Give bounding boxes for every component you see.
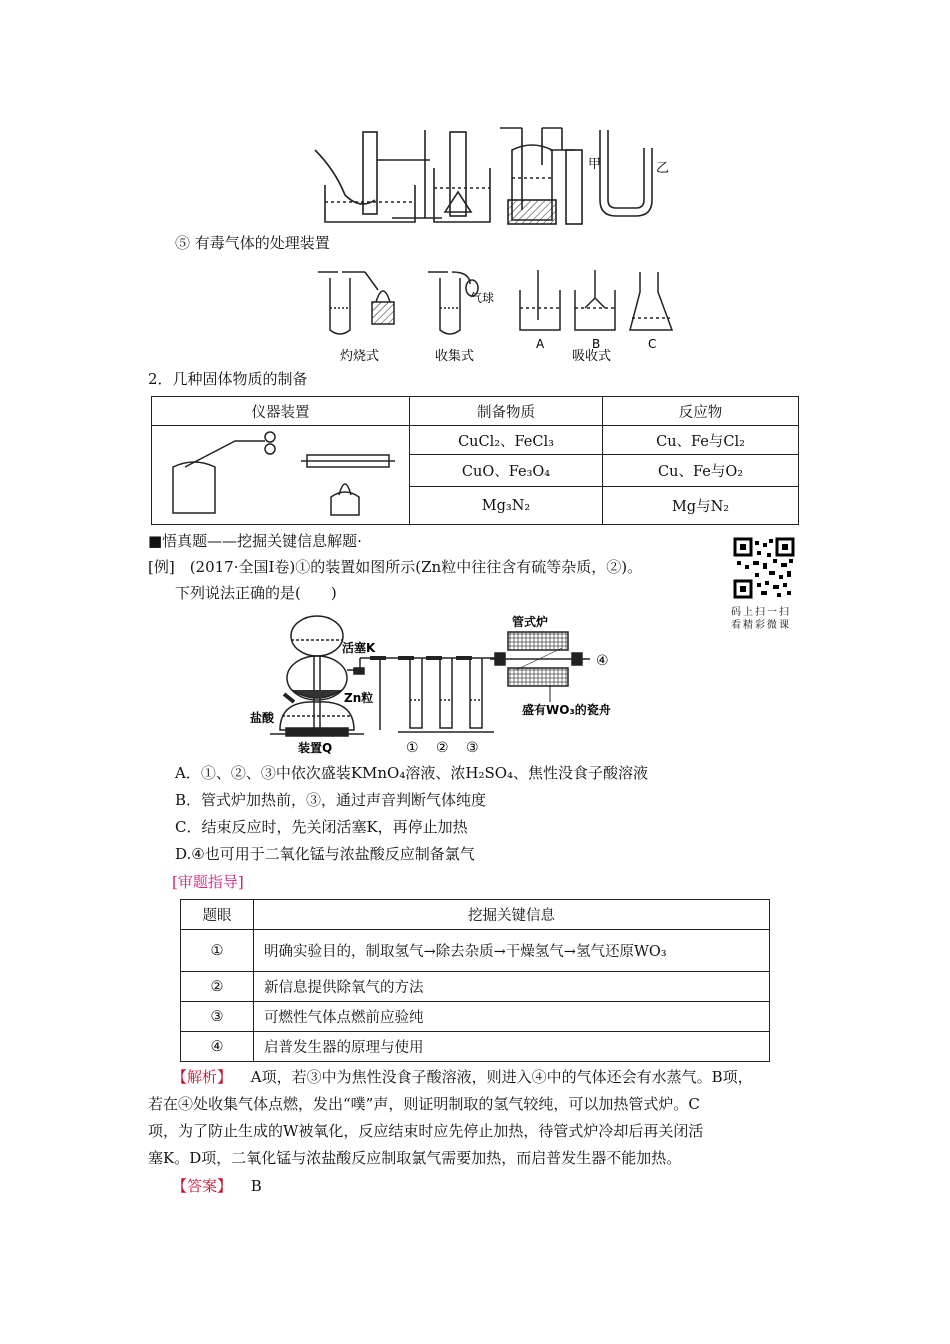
qr-caption-2: 看精彩微课: [731, 620, 791, 631]
guide-title: [审题指导]: [172, 873, 244, 891]
label-absorb: 吸收式: [572, 349, 612, 364]
top-apparatus-figure: [300, 120, 690, 228]
label-yi: 乙: [656, 161, 670, 176]
label-n2: ②: [436, 740, 449, 756]
label-jia: 甲: [588, 157, 602, 172]
label-zn: Zn粒: [344, 691, 374, 705]
section2-heading: 2．几种固体物质的制备: [148, 370, 308, 388]
solid-prep-table: [151, 396, 799, 525]
answer-value: B: [250, 1177, 262, 1195]
analysis-line-4: 塞K。D项，二氧化锰与浓盐酸反应制取氯气需要加热，而启普发生器不能加热。: [148, 1149, 682, 1167]
apparatus-cell: [152, 426, 410, 525]
label-acid: 盐酸: [250, 711, 275, 725]
label-burn: 灼烧式: [340, 349, 380, 364]
example-line1: [例] (2017·全国Ⅰ卷)①的装置如图所示(Zn粒中往往含有硫等杂质，②)。: [148, 558, 643, 576]
table-header: 题眼: [181, 900, 254, 930]
table-cell: Cu、Fe与Cl₂: [603, 426, 799, 455]
label-valve-k: 活塞K: [342, 641, 376, 655]
toxic-gas-figure: [310, 260, 680, 370]
table-cell: ③: [181, 1002, 254, 1032]
analysis-line-2: 若在④处收集气体点燃，发出“噗”声，则证明制取的氢气较纯，可以加热管式炉。C: [148, 1095, 700, 1113]
qr-caption-1: 码上扫一扫: [731, 607, 791, 618]
table-cell: 明确实验目的，制取氢气→除去杂质→干燥氢气→氢气还原WO₃: [254, 930, 770, 972]
table-header: 制备物质: [409, 397, 602, 426]
example-line2: 下列说法正确的是( ): [175, 584, 337, 602]
table-header: 反应物: [603, 397, 799, 426]
table-header: 挖掘关键信息: [254, 900, 770, 930]
label-n3: ③: [466, 740, 479, 756]
wu-heading: ■悟真题——挖掘关键信息解题·: [148, 532, 362, 550]
option-c: C．结束反应时，先关闭活塞K，再停止加热: [175, 818, 468, 836]
table-cell: ④: [181, 1032, 254, 1062]
label-c: C: [648, 337, 657, 351]
table-cell: ②: [181, 972, 254, 1002]
label-furnace: 管式炉: [512, 615, 549, 629]
table-cell: 可燃性气体点燃前应验纯: [254, 1002, 770, 1032]
table-cell: 启普发生器的原理与使用: [254, 1032, 770, 1062]
analysis-text-1: A项，若③中为焦性没食子酸溶液，则进入④中的气体还会有水蒸气。B项，: [250, 1068, 753, 1086]
analysis-line-3: 项，为了防止生成的W被氧化，反应结束时应先停止加热，待管式炉冷却后再关闭活: [148, 1122, 704, 1140]
label-boat: 盛有WO₃的瓷舟: [522, 703, 611, 717]
table-cell: Mg与N₂: [603, 487, 799, 525]
option-a: A．①、②、③中依次盛装KMnO₄溶液、浓H₂SO₄、焦性没食子酸溶液: [175, 764, 649, 782]
label-device-q: 装置Q: [298, 741, 333, 755]
label-b: B: [592, 337, 601, 351]
qr-code[interactable]: [733, 537, 795, 599]
guide-table: [180, 899, 770, 1062]
table-header: 仪器装置: [152, 397, 410, 426]
table-cell: CuCl₂、FeCl₃: [409, 426, 602, 455]
table-cell: Mg₃N₂: [409, 487, 602, 525]
analysis-line-1: [172, 1066, 753, 1087]
table-cell: 新信息提供除氧气的方法: [254, 972, 770, 1002]
option-b: B．管式炉加热前，③，通过声音判断气体纯度: [175, 791, 487, 809]
label-n1: ①: [406, 740, 419, 756]
label-a: A: [536, 337, 545, 351]
label-balloon: 气球: [470, 291, 495, 305]
toxic-gas-title: ⑤ 有毒气体的处理装置: [175, 234, 330, 252]
kipp-apparatus-figure: [250, 610, 630, 760]
solid-prep-figure: [155, 427, 405, 519]
option-d: D.④也可用于二氧化锰与浓盐酸反应制备氯气: [175, 845, 475, 863]
label-n4: ④: [596, 653, 609, 669]
analysis-label: 【解析】: [172, 1068, 233, 1086]
answer-line: [172, 1175, 262, 1196]
table-cell: ①: [181, 930, 254, 972]
table-cell: Cu、Fe与O₂: [603, 455, 799, 487]
label-collect: 收集式: [435, 349, 475, 364]
table-cell: CuO、Fe₃O₄: [409, 455, 602, 487]
answer-label: 【答案】: [172, 1177, 233, 1195]
